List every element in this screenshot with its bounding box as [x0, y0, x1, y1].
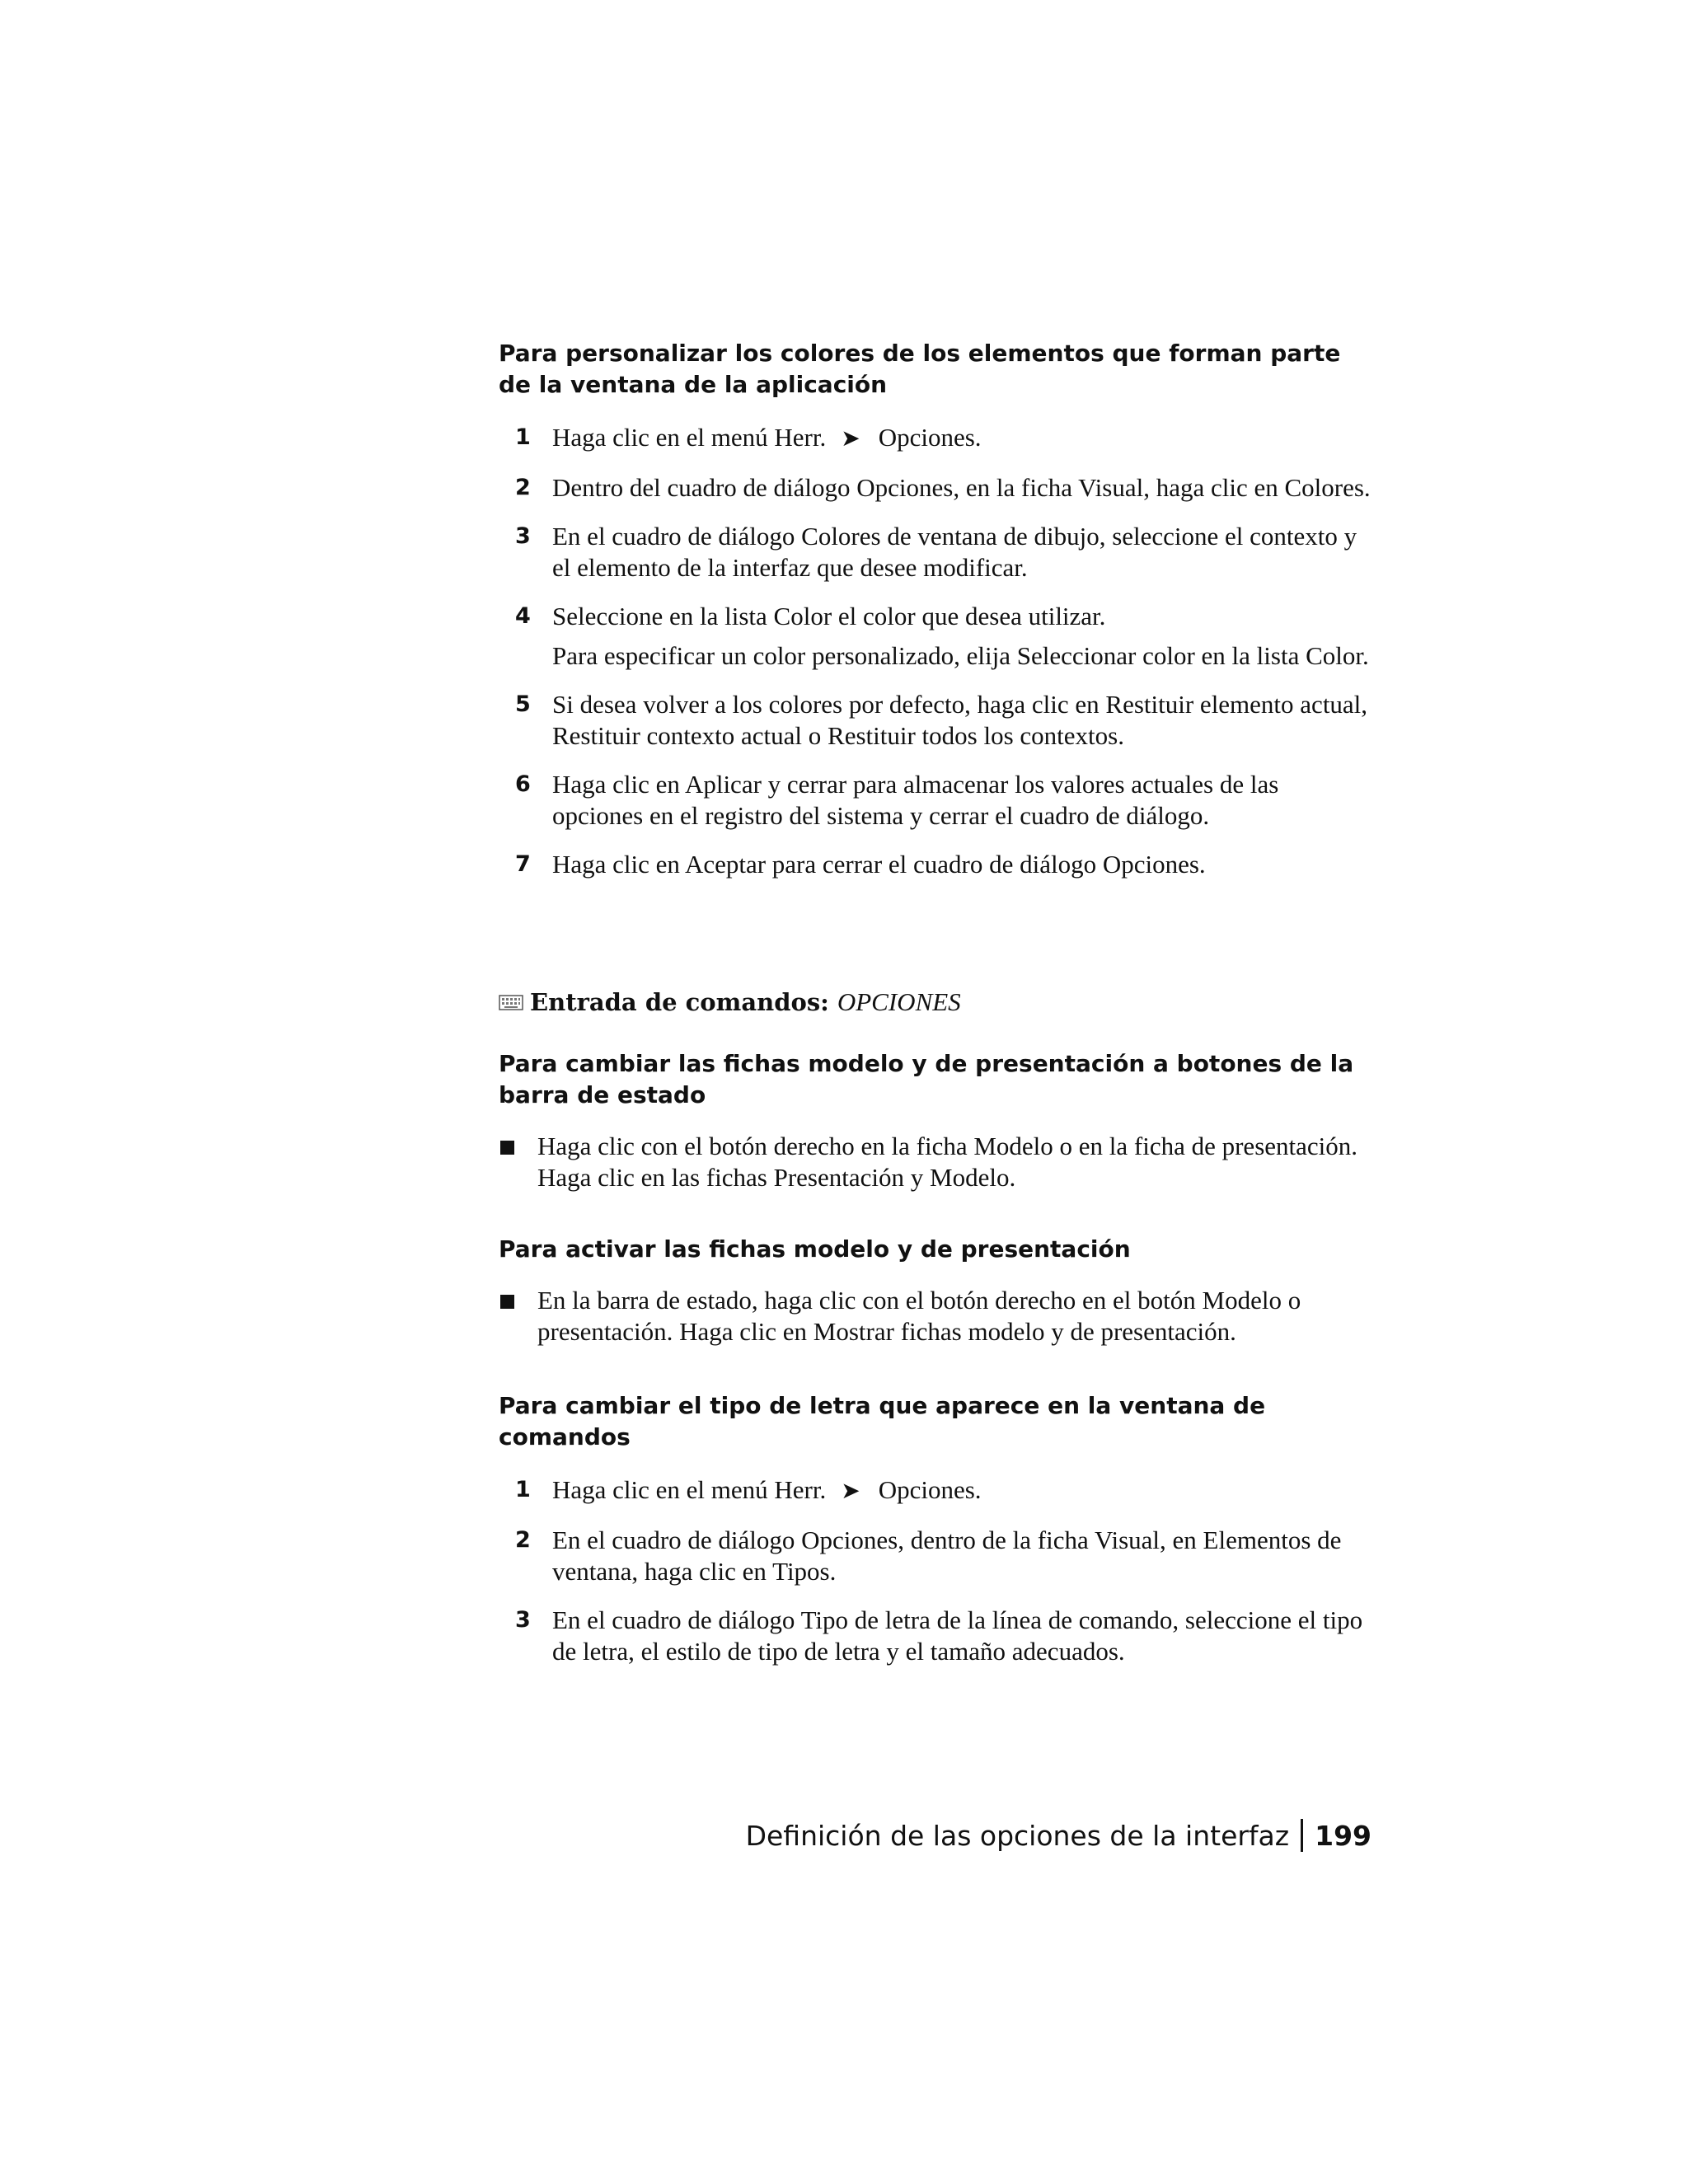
command-entry: [499, 987, 1372, 1018]
step-text: Si desea volver a los colores por defecto, haga clic en Restituir elemento actual, Restituir contexto actual o Restituir todos los contextos.: [552, 690, 1368, 750]
command-label: Entrada de comandos:: [530, 988, 829, 1016]
bullet-text: En la barra de estado, haga clic con el botón derecho en el botón Modelo o presentación. Haga clic en Mostrar fichas modelo y de presentación.: [537, 1286, 1301, 1346]
keyboard-icon: [499, 993, 523, 1011]
arrow-right-icon: ➤: [841, 1479, 860, 1504]
section-heading: Para personalizar los colores de los elementos que forman parte de la ventana de la aplicación: [499, 340, 1341, 398]
step-text: Haga clic en el menú Herr.: [552, 1475, 827, 1504]
step-note: Para especificar un color personalizado, elija Seleccionar color en la lista Color.: [552, 641, 1369, 670]
step-number: 4: [515, 603, 531, 629]
section-tipo-letra: [499, 1390, 1372, 1667]
section-heading: Para cambiar las fichas modelo y de presentación a botones de la barra de estado: [499, 1050, 1354, 1108]
footer-divider: [1301, 1819, 1303, 1852]
steps-list: [499, 422, 1372, 880]
step-text: Haga clic en Aceptar para cerrar el cuadro de diálogo Opciones.: [552, 850, 1206, 879]
bullet-item: [499, 1131, 1372, 1193]
step-item: [499, 1605, 1372, 1667]
page-number: 199: [1315, 1820, 1372, 1852]
step-text: Dentro del cuadro de diálogo Opciones, en la ficha Visual, haga clic en Colores.: [552, 473, 1371, 502]
step-number: 1: [515, 1477, 531, 1502]
step-text: En el cuadro de diálogo Tipo de letra de la línea de comando, seleccione el tipo de letra, el estilo de tipo de letra y el tamaño adecuados.: [552, 1605, 1363, 1666]
step-number: 3: [515, 523, 531, 549]
step-number: 2: [515, 475, 531, 500]
bullet-item: [499, 1285, 1372, 1347]
step-number: 6: [515, 771, 531, 797]
section-personalizar-colores: [499, 338, 1372, 880]
step-item: [499, 1525, 1372, 1587]
step-number: 7: [515, 851, 531, 877]
bullet-text: Haga clic con el botón derecho en la ficha Modelo o en la ficha de presentación. Haga clic en las fichas Presentación y Modelo.: [537, 1132, 1358, 1192]
step-text: Haga clic en el menú Herr.: [552, 423, 827, 452]
section-activar-fichas: [499, 1234, 1372, 1347]
step-item: [499, 422, 1372, 455]
step-number: 3: [515, 1607, 531, 1633]
step-item: [499, 689, 1372, 752]
step-item: [499, 472, 1372, 504]
step-text: Haga clic en Aplicar y cerrar para almacenar los valores actuales de las opciones en el registro del sistema y cerrar el cuadro de diálogo.: [552, 770, 1279, 830]
step-number: 2: [515, 1527, 531, 1553]
step-number: 1: [515, 424, 531, 450]
step-item: [499, 849, 1372, 880]
arrow-right-icon: ➤: [841, 426, 860, 452]
section-heading: Para cambiar el tipo de letra que aparece en la ventana de comandos: [499, 1392, 1266, 1451]
step-text: Opciones.: [878, 1475, 982, 1504]
section-cambiar-fichas: [499, 1048, 1372, 1193]
step-text: En el cuadro de diálogo Opciones, dentro de la ficha Visual, en Elementos de ventana, haga clic en Tipos.: [552, 1526, 1342, 1586]
step-text: Opciones.: [878, 423, 982, 452]
command-value: OPCIONES: [837, 987, 961, 1016]
page-footer: [746, 1818, 1372, 1854]
step-item: [499, 769, 1372, 832]
step-item: [499, 1474, 1372, 1507]
step-item: [499, 521, 1372, 583]
footer-title: Definición de las opciones de la interfaz: [745, 1820, 1290, 1852]
square-bullet-icon: [500, 1295, 514, 1309]
section-heading: Para activar las fichas modelo y de presentación: [499, 1235, 1131, 1263]
steps-list: [499, 1474, 1372, 1667]
step-item: [499, 601, 1372, 672]
step-number: 5: [515, 691, 531, 717]
square-bullet-icon: [500, 1141, 514, 1155]
step-text: En el cuadro de diálogo Colores de ventana de dibujo, seleccione el contexto y el elemento de la interfaz que desee modificar.: [552, 522, 1357, 582]
step-text: Seleccione en la lista Color el color que desea utilizar.: [552, 602, 1106, 630]
